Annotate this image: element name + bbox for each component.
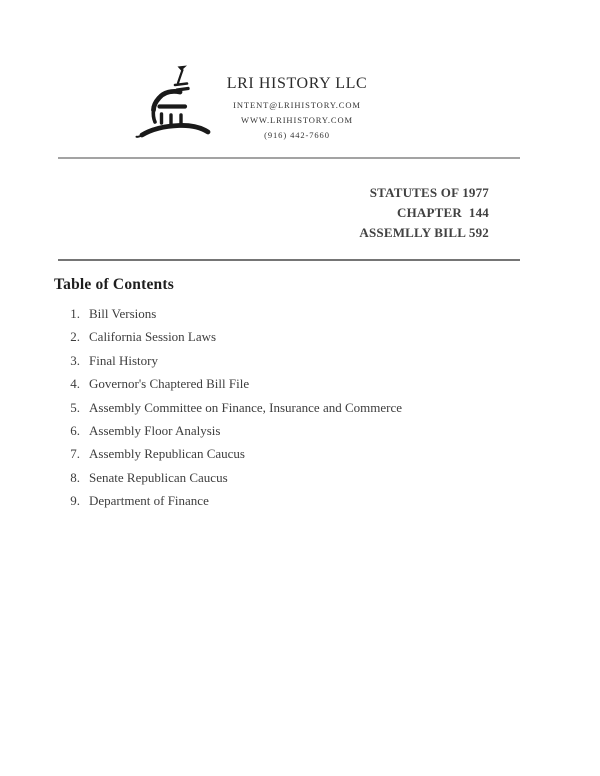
toc-item-label: Assembly Floor Analysis — [89, 423, 221, 439]
toc-item — [60, 302, 402, 325]
toc-heading: Table of Contents — [54, 276, 174, 293]
toc-item — [60, 349, 402, 372]
letterhead-phone: (916) 442-7660 — [264, 130, 330, 140]
statutes-line: STATUTES OF 1977 — [369, 185, 489, 200]
toc-item-label: Assembly Committee on Finance, Insurance and Commerce — [89, 399, 403, 415]
toc-item-number: 4. — [70, 376, 80, 392]
toc-item-label: Department of Finance — [89, 493, 209, 509]
toc-item-label: Assembly Republican Caucus — [89, 446, 245, 462]
toc-item — [60, 325, 402, 348]
toc-item-number: 6. — [70, 423, 80, 439]
company-name: LRI HISTORY LLC — [226, 75, 368, 92]
toc-item-label: California Session Laws — [89, 329, 217, 345]
toc-item-label: Governor's Chaptered Bill File — [89, 376, 250, 392]
toc-item-number: 3. — [70, 352, 80, 368]
toc-item-number: 5. — [70, 399, 80, 415]
toc-item — [60, 442, 402, 465]
letterhead-website: WWW.LRIHISTORY.COM — [241, 115, 353, 125]
toc-item-label: Senate Republican Caucus — [89, 469, 228, 485]
chapter-line: CHAPTER 144 — [397, 205, 489, 220]
toc-item-number: 2. — [70, 329, 80, 345]
toc-item-number: 7. — [70, 446, 80, 462]
toc-item-label: Bill Versions — [89, 306, 157, 321]
toc-item — [60, 466, 402, 489]
toc-item-number: 1. — [70, 306, 80, 321]
bill-reference-block — [359, 183, 489, 243]
assembly-bill-line: ASSEMLLY BILL 592 — [359, 225, 489, 240]
letterhead — [0, 74, 594, 143]
divider-top — [58, 157, 520, 159]
toc-item-number: 9. — [70, 493, 80, 509]
toc-item — [60, 372, 402, 395]
toc-item — [60, 396, 402, 419]
letterhead-email: INTENT@LRIHISTORY.COM — [233, 100, 361, 110]
toc-item — [60, 419, 402, 442]
toc-item — [60, 489, 402, 512]
toc-item-label: Final History — [89, 352, 158, 368]
toc-list — [60, 302, 402, 513]
divider-bottom — [58, 259, 520, 261]
toc-item-number: 8. — [70, 469, 80, 485]
